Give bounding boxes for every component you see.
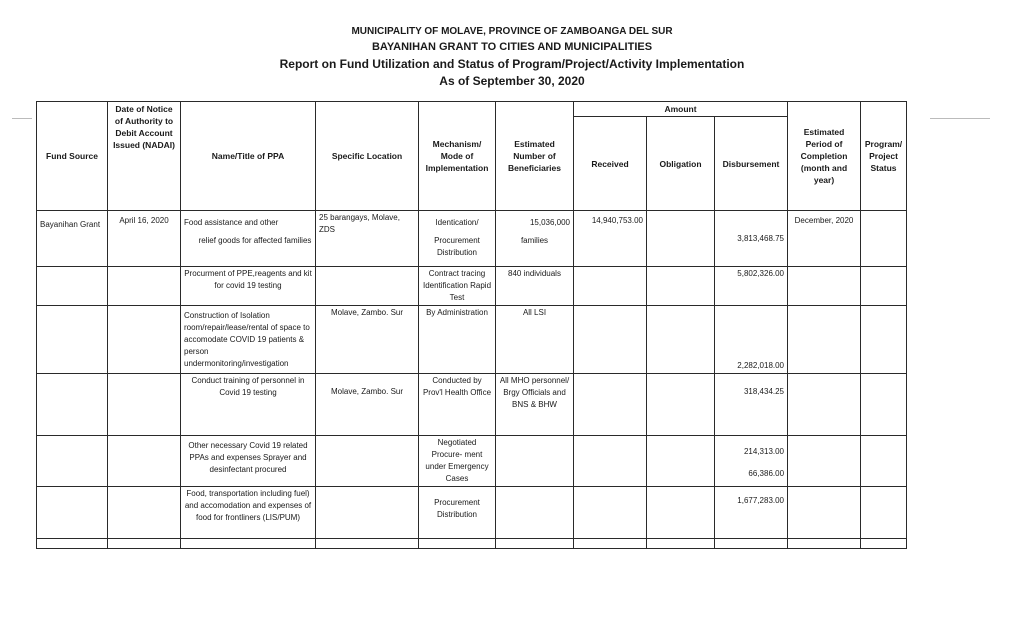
- ppa-cell: Conduct training of personnel in Covid 19 testing: [181, 374, 316, 436]
- beneficiaries-line-1: 15,036,000: [529, 218, 570, 227]
- disbursement-cell: 1,677,283.00: [715, 487, 788, 539]
- obligation-cell: [647, 487, 715, 539]
- disbursement-cell: 2,282,018.00: [715, 306, 788, 374]
- ppa-cell: [181, 211, 316, 267]
- ppa-cell: Procurment of PPE,reagents and kit for covid 19 testing: [181, 267, 316, 306]
- mechanism-line-2: Procurement Distribution: [434, 236, 480, 257]
- fund-source-cell: [37, 267, 108, 306]
- mechanism-line-1: Identication/: [435, 218, 479, 227]
- col-received: Received: [574, 117, 647, 211]
- col-nadai: Date of Notice of Authority to Debit Account Issued (NADAI): [108, 102, 181, 211]
- completion-cell: [788, 267, 861, 306]
- beneficiaries-cell: [496, 436, 574, 487]
- nadai-cell: April 16, 2020: [108, 211, 181, 267]
- mechanism-cell: Contract tracing Identification Rapid Test: [419, 267, 496, 306]
- status-cell: [861, 374, 907, 436]
- disbursement-cell: 318,434.25: [715, 374, 788, 436]
- beneficiaries-cell: All MHO personnel/ Brgy Officials and BNS & BHW: [496, 374, 574, 436]
- table-row: [37, 211, 907, 267]
- beneficiaries-cell: [496, 211, 574, 267]
- report-title: Report on Fund Utilization and Status of Program/Project/Activity Implementation: [279, 57, 745, 71]
- col-obligation: Obligation: [647, 117, 715, 211]
- empty-cell: [496, 539, 574, 549]
- fund-source-cell: [37, 374, 108, 436]
- disbursement-line-1: 214,313.00: [743, 447, 785, 456]
- disbursement-line-2: 66,386.00: [748, 469, 785, 478]
- table-row: [37, 487, 907, 539]
- status-cell: [861, 487, 907, 539]
- empty-cell: [316, 539, 419, 549]
- received-cell: [574, 487, 647, 539]
- empty-cell: [37, 539, 108, 549]
- obligation-cell: [647, 306, 715, 374]
- obligation-cell: [647, 436, 715, 487]
- completion-cell: [788, 436, 861, 487]
- report-municipality: MUNICIPALITY OF MOLAVE, PROVINCE OF ZAMBOANGA DEL SUR: [351, 26, 673, 37]
- ppa-line-2: relief goods for affected families: [198, 236, 312, 245]
- status-cell: [861, 267, 907, 306]
- completion-cell: [788, 306, 861, 374]
- table-row: [37, 539, 907, 549]
- completion-cell: [788, 374, 861, 436]
- nadai-cell: [108, 374, 181, 436]
- ppa-cell: Construction of Isolation room/repair/lease/rental of space to accomodate COVID 19 patients & person undermonitoring/investigation: [181, 306, 316, 374]
- fund-source-cell: [37, 306, 108, 374]
- mechanism-cell: By Administration: [419, 306, 496, 374]
- col-ppa: Name/Title of PPA: [181, 102, 316, 211]
- col-beneficiaries: Estimated Number of Beneficiaries: [496, 102, 574, 211]
- ppa-cell: Other necessary Covid 19 related PPAs and expenses Sprayer and desinfectant procured: [181, 436, 316, 487]
- completion-cell: December, 2020: [788, 211, 861, 267]
- fund-source-cell: [37, 487, 108, 539]
- report-program-title: BAYANIHAN GRANT TO CITIES AND MUNICIPALITIES: [371, 41, 653, 53]
- table-row: [37, 436, 907, 487]
- empty-cell: [181, 539, 316, 549]
- col-mechanism: Mechanism/ Mode of Implementation: [419, 102, 496, 211]
- empty-cell: [788, 539, 861, 549]
- beneficiaries-cell: [496, 487, 574, 539]
- col-amount: Amount: [574, 102, 788, 117]
- empty-cell: [715, 539, 788, 549]
- col-fund-source: Fund Source: [37, 102, 108, 211]
- mechanism-cell: [419, 211, 496, 267]
- obligation-cell: [647, 211, 715, 267]
- empty-cell: [647, 539, 715, 549]
- completion-cell: [788, 487, 861, 539]
- location-cell: Molave, Zambo. Sur: [316, 306, 419, 374]
- obligation-cell: [647, 374, 715, 436]
- beneficiaries-cell: 840 individuals: [496, 267, 574, 306]
- ppa-line-1: Food assistance and other: [184, 218, 279, 227]
- nadai-cell: [108, 306, 181, 374]
- empty-cell: [861, 539, 907, 549]
- scan-mark: [930, 118, 990, 119]
- received-cell: [574, 436, 647, 487]
- col-status: Program/ Project Status: [861, 102, 907, 211]
- location-cell: [316, 487, 419, 539]
- received-cell: [574, 306, 647, 374]
- mechanism-cell: Negotiated Procure- ment under Emergency Cases: [419, 436, 496, 487]
- disbursement-cell: [715, 436, 788, 487]
- location-cell: 25 barangays, Molave, ZDS: [316, 211, 419, 267]
- disbursement-cell: 5,802,326.00: [715, 267, 788, 306]
- empty-cell: [574, 539, 647, 549]
- empty-cell: [108, 539, 181, 549]
- col-disbursement: Disbursement: [715, 117, 788, 211]
- empty-cell: [419, 539, 496, 549]
- beneficiaries-cell: All LSI: [496, 306, 574, 374]
- table-row: [37, 306, 907, 374]
- beneficiaries-line-2: families: [520, 236, 549, 245]
- scan-mark: [12, 118, 32, 119]
- status-cell: [861, 306, 907, 374]
- fund-source-cell: [37, 436, 108, 487]
- obligation-cell: [647, 267, 715, 306]
- location-cell: [316, 436, 419, 487]
- ppa-cell: Food, transportation including fuel) and accomodation and expenses of food for frontliners (LIS/PUM): [181, 487, 316, 539]
- report-date: As of September 30, 2020: [439, 74, 585, 88]
- mechanism-cell: Procurement Distribution: [419, 487, 496, 539]
- table-row: [37, 374, 907, 436]
- mechanism-cell: Conducted by Prov'l Health Office: [419, 374, 496, 436]
- nadai-cell: [108, 267, 181, 306]
- location-cell: [316, 267, 419, 306]
- col-completion: Estimated Period of Completion (month and year): [788, 102, 861, 211]
- col-location: Specific Location: [316, 102, 419, 211]
- received-cell: [574, 267, 647, 306]
- fund-utilization-table: [36, 101, 907, 549]
- location-cell: Molave, Zambo. Sur: [316, 374, 419, 436]
- received-cell: 14,940,753.00: [574, 211, 647, 267]
- nadai-cell: [108, 436, 181, 487]
- status-cell: [861, 211, 907, 267]
- received-cell: [574, 374, 647, 436]
- status-cell: [861, 436, 907, 487]
- nadai-cell: [108, 487, 181, 539]
- disbursement-cell: 3,813,468.75: [715, 211, 788, 267]
- fund-source-cell: Bayanihan Grant: [37, 211, 108, 267]
- table-row: [37, 267, 907, 306]
